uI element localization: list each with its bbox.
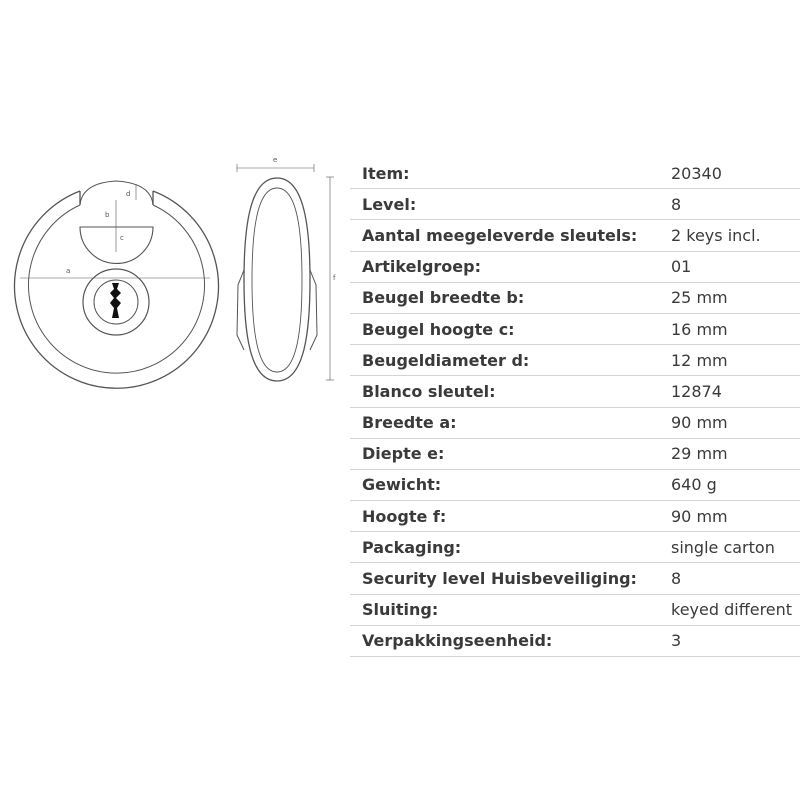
- dim-label-a: a: [66, 267, 71, 275]
- spec-value: single carton: [667, 532, 800, 563]
- spec-row: [350, 313, 800, 344]
- spec-label: Beugel hoogte c:: [350, 313, 667, 344]
- shackle-opening: [80, 181, 153, 205]
- spec-value: 2 keys incl.: [667, 220, 800, 251]
- side-view: [237, 164, 334, 381]
- spec-label: Packaging:: [350, 532, 667, 563]
- spec-value: 01: [667, 251, 800, 282]
- spec-row: [350, 407, 800, 438]
- spec-value: 640 g: [667, 469, 800, 500]
- spec-row: [350, 220, 800, 251]
- dim-label-b: b: [105, 211, 110, 219]
- spec-value: 29 mm: [667, 438, 800, 469]
- spec-row: [350, 189, 800, 220]
- spec-value: 16 mm: [667, 313, 800, 344]
- spec-row: [350, 563, 800, 594]
- spec-label: Artikelgroep:: [350, 251, 667, 282]
- spec-row: [350, 251, 800, 282]
- spec-label: Sluiting:: [350, 594, 667, 625]
- spec-label: Gewicht:: [350, 469, 667, 500]
- spec-value: 8: [667, 189, 800, 220]
- spec-label: Hoogte f:: [350, 501, 667, 532]
- padlock-technical-drawing: [0, 0, 345, 800]
- spec-row: [350, 532, 800, 563]
- spec-row: [350, 438, 800, 469]
- spec-value: 12 mm: [667, 345, 800, 376]
- spec-label: Item:: [350, 158, 667, 189]
- spec-value: 90 mm: [667, 407, 800, 438]
- spec-label: Security level Huisbeveiliging:: [350, 563, 667, 594]
- spec-value: 3: [667, 625, 800, 656]
- spec-value: keyed different: [667, 594, 800, 625]
- keyhole-icon: [110, 283, 121, 318]
- spec-value: 90 mm: [667, 501, 800, 532]
- spec-label: Breedte a:: [350, 407, 667, 438]
- shackle-half-circle: [80, 227, 153, 263]
- spec-row: [350, 345, 800, 376]
- side-body-outline: [244, 178, 310, 381]
- spec-value: 20340: [667, 158, 800, 189]
- spec-value: 12874: [667, 376, 800, 407]
- spec-row: [350, 469, 800, 500]
- spec-label: Aantal meegeleverde sleutels:: [350, 220, 667, 251]
- spec-label: Level:: [350, 189, 667, 220]
- dim-label-d: d: [126, 190, 131, 198]
- specification-table: [350, 158, 800, 657]
- side-left-cap: [237, 270, 244, 350]
- spec-label: Blanco sleutel:: [350, 376, 667, 407]
- spec-row: [350, 282, 800, 313]
- spec-row: [350, 158, 800, 189]
- spec-label: Beugel breedte b:: [350, 282, 667, 313]
- dim-label-f: f: [333, 274, 336, 282]
- spec-row: [350, 501, 800, 532]
- spec-value: 8: [667, 563, 800, 594]
- spec-label: Verpakkingseenheid:: [350, 625, 667, 656]
- side-right-cap: [310, 270, 317, 350]
- spec-label: Beugeldiameter d:: [350, 345, 667, 376]
- spec-row: [350, 376, 800, 407]
- specification-rows: [350, 158, 800, 657]
- spec-value: 25 mm: [667, 282, 800, 313]
- spec-label: Diepte e:: [350, 438, 667, 469]
- dim-label-e: e: [273, 156, 278, 164]
- spec-row: [350, 625, 800, 656]
- dim-label-c: c: [120, 234, 124, 242]
- spec-row: [350, 594, 800, 625]
